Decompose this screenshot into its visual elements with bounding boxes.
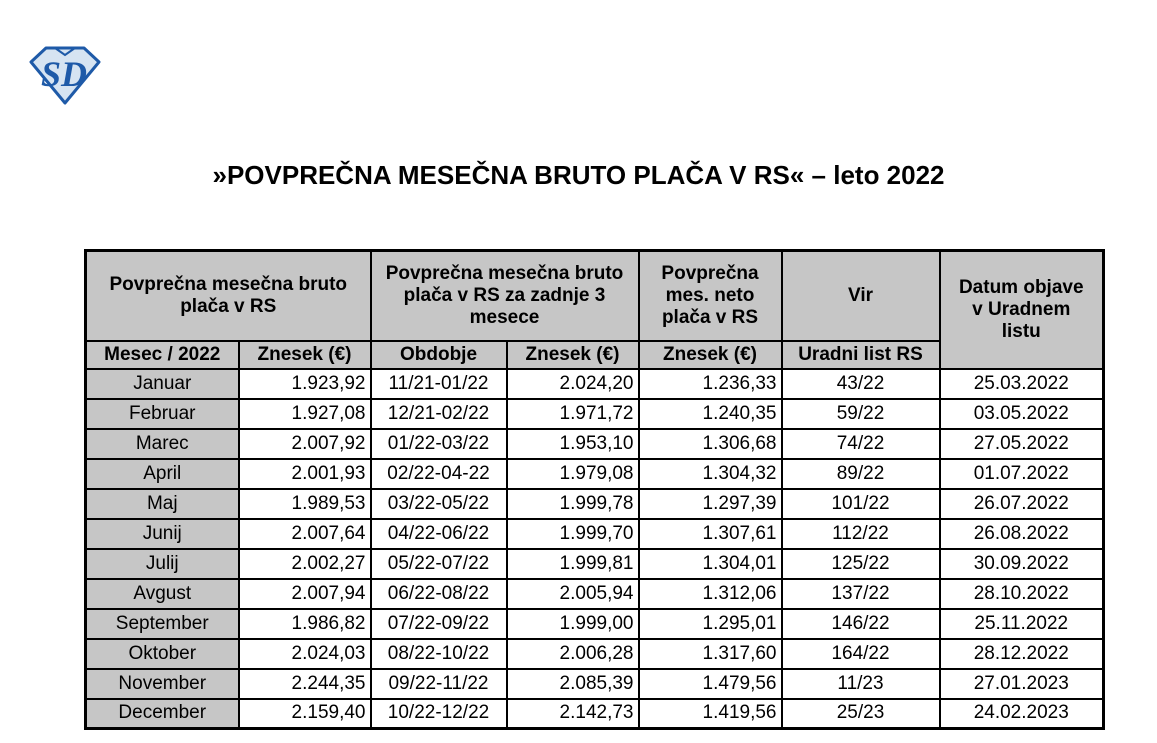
cell-obdobje: 05/22-07/22 xyxy=(371,549,507,579)
cell-datum_objave: 25.03.2022 xyxy=(940,369,1104,399)
cell-znesek_neto: 1.317,60 xyxy=(639,639,782,669)
cell-mesec: Maj xyxy=(86,489,239,519)
logo-initials: SD xyxy=(41,54,88,94)
cell-vir: 125/22 xyxy=(782,549,940,579)
cell-obdobje: 04/22-06/22 xyxy=(371,519,507,549)
cell-vir: 11/23 xyxy=(782,669,940,699)
cell-znesek_bruto: 2.024,03 xyxy=(239,639,371,669)
table-row xyxy=(86,609,1104,639)
cell-znesek_bruto: 1.986,82 xyxy=(239,609,371,639)
cell-znesek_bruto_3m: 2.085,39 xyxy=(507,669,639,699)
cell-datum_objave: 27.01.2023 xyxy=(940,669,1104,699)
cell-vir: 146/22 xyxy=(782,609,940,639)
cell-obdobje: 02/22-04-22 xyxy=(371,459,507,489)
header-bruto-3m-group: Povprečna mesečna bruto plača v RS za zadnje 3 mesece xyxy=(371,251,639,341)
table-row xyxy=(86,699,1104,729)
cell-znesek_neto: 1.240,35 xyxy=(639,399,782,429)
cell-mesec: Marec xyxy=(86,429,239,459)
cell-znesek_neto: 1.419,56 xyxy=(639,699,782,729)
header-datum-objave: Datum objave v Uradnem listu xyxy=(940,251,1104,369)
subheader-znesek-bruto: Znesek (€) xyxy=(239,341,371,369)
cell-obdobje: 11/21-01/22 xyxy=(371,369,507,399)
cell-vir: 74/22 xyxy=(782,429,940,459)
cell-znesek_bruto: 2.244,35 xyxy=(239,669,371,699)
table-row xyxy=(86,579,1104,609)
cell-znesek_neto: 1.312,06 xyxy=(639,579,782,609)
cell-mesec: Avgust xyxy=(86,579,239,609)
cell-mesec: Oktober xyxy=(86,639,239,669)
cell-mesec: September xyxy=(86,609,239,639)
cell-znesek_bruto_3m: 2.142,73 xyxy=(507,699,639,729)
cell-znesek_neto: 1.297,39 xyxy=(639,489,782,519)
cell-znesek_bruto: 2.002,27 xyxy=(239,549,371,579)
cell-datum_objave: 26.07.2022 xyxy=(940,489,1104,519)
sd-shield-logo xyxy=(28,44,102,108)
cell-znesek_bruto_3m: 1.953,10 xyxy=(507,429,639,459)
cell-obdobje: 01/22-03/22 xyxy=(371,429,507,459)
cell-znesek_neto: 1.307,61 xyxy=(639,519,782,549)
cell-znesek_neto: 1.306,68 xyxy=(639,429,782,459)
cell-mesec: Junij xyxy=(86,519,239,549)
subheader-obdobje: Obdobje xyxy=(371,341,507,369)
cell-vir: 137/22 xyxy=(782,579,940,609)
cell-znesek_bruto: 1.989,53 xyxy=(239,489,371,519)
group-header-row xyxy=(86,251,1104,341)
cell-vir: 43/22 xyxy=(782,369,940,399)
table-row xyxy=(86,639,1104,669)
header-neto-group: Povprečna mes. neto plača v RS xyxy=(639,251,782,341)
table-row xyxy=(86,399,1104,429)
table-row xyxy=(86,489,1104,519)
cell-datum_objave: 24.02.2023 xyxy=(940,699,1104,729)
subheader-mesec: Mesec / 2022 xyxy=(86,341,239,369)
cell-datum_objave: 25.11.2022 xyxy=(940,609,1104,639)
cell-znesek_bruto_3m: 1.999,78 xyxy=(507,489,639,519)
cell-obdobje: 06/22-08/22 xyxy=(371,579,507,609)
cell-obdobje: 08/22-10/22 xyxy=(371,639,507,669)
cell-obdobje: 03/22-05/22 xyxy=(371,489,507,519)
cell-znesek_neto: 1.304,32 xyxy=(639,459,782,489)
cell-znesek_neto: 1.479,56 xyxy=(639,669,782,699)
cell-datum_objave: 28.12.2022 xyxy=(940,639,1104,669)
cell-vir: 25/23 xyxy=(782,699,940,729)
cell-znesek_bruto_3m: 1.979,08 xyxy=(507,459,639,489)
subheader-znesek-bruto-3m: Znesek (€) xyxy=(507,341,639,369)
subheader-vir: Uradni list RS xyxy=(782,341,940,369)
cell-mesec: November xyxy=(86,669,239,699)
cell-znesek_bruto_3m: 2.005,94 xyxy=(507,579,639,609)
cell-znesek_bruto: 2.001,93 xyxy=(239,459,371,489)
cell-mesec: Januar xyxy=(86,369,239,399)
cell-znesek_neto: 1.236,33 xyxy=(639,369,782,399)
cell-datum_objave: 30.09.2022 xyxy=(940,549,1104,579)
cell-znesek_bruto: 2.159,40 xyxy=(239,699,371,729)
cell-obdobje: 09/22-11/22 xyxy=(371,669,507,699)
cell-vir: 59/22 xyxy=(782,399,940,429)
cell-vir: 112/22 xyxy=(782,519,940,549)
cell-vir: 164/22 xyxy=(782,639,940,669)
cell-vir: 89/22 xyxy=(782,459,940,489)
page-title: »POVPREČNA MESEČNA BRUTO PLAČA V RS« – leto 2022 xyxy=(212,160,945,190)
cell-datum_objave: 01.07.2022 xyxy=(940,459,1104,489)
cell-mesec: Februar xyxy=(86,399,239,429)
header-vir-group: Vir xyxy=(782,251,940,341)
cell-znesek_bruto_3m: 1.971,72 xyxy=(507,399,639,429)
table-row xyxy=(86,369,1104,399)
cell-znesek_bruto_3m: 1.999,81 xyxy=(507,549,639,579)
cell-obdobje: 07/22-09/22 xyxy=(371,609,507,639)
table-row xyxy=(86,549,1104,579)
cell-mesec: April xyxy=(86,459,239,489)
header-bruto-group: Povprečna mesečna bruto plača v RS xyxy=(86,251,371,341)
cell-znesek_bruto_3m: 2.006,28 xyxy=(507,639,639,669)
cell-znesek_bruto: 1.927,08 xyxy=(239,399,371,429)
cell-znesek_bruto_3m: 1.999,00 xyxy=(507,609,639,639)
cell-vir: 101/22 xyxy=(782,489,940,519)
cell-znesek_bruto: 2.007,92 xyxy=(239,429,371,459)
cell-znesek_neto: 1.304,01 xyxy=(639,549,782,579)
cell-obdobje: 10/22-12/22 xyxy=(371,699,507,729)
salary-table xyxy=(84,249,1105,730)
subheader-znesek-neto: Znesek (€) xyxy=(639,341,782,369)
cell-datum_objave: 28.10.2022 xyxy=(940,579,1104,609)
cell-znesek_bruto: 2.007,94 xyxy=(239,579,371,609)
cell-znesek_bruto: 1.923,92 xyxy=(239,369,371,399)
cell-mesec: December xyxy=(86,699,239,729)
cell-znesek_bruto: 2.007,64 xyxy=(239,519,371,549)
cell-znesek_neto: 1.295,01 xyxy=(639,609,782,639)
table-row xyxy=(86,669,1104,699)
cell-obdobje: 12/21-02/22 xyxy=(371,399,507,429)
table-row xyxy=(86,429,1104,459)
table-body xyxy=(86,369,1104,729)
cell-datum_objave: 03.05.2022 xyxy=(940,399,1104,429)
table-header xyxy=(86,251,1104,369)
cell-datum_objave: 27.05.2022 xyxy=(940,429,1104,459)
table-row xyxy=(86,519,1104,549)
cell-znesek_bruto_3m: 1.999,70 xyxy=(507,519,639,549)
table-row xyxy=(86,459,1104,489)
cell-mesec: Julij xyxy=(86,549,239,579)
cell-znesek_bruto_3m: 2.024,20 xyxy=(507,369,639,399)
cell-datum_objave: 26.08.2022 xyxy=(940,519,1104,549)
